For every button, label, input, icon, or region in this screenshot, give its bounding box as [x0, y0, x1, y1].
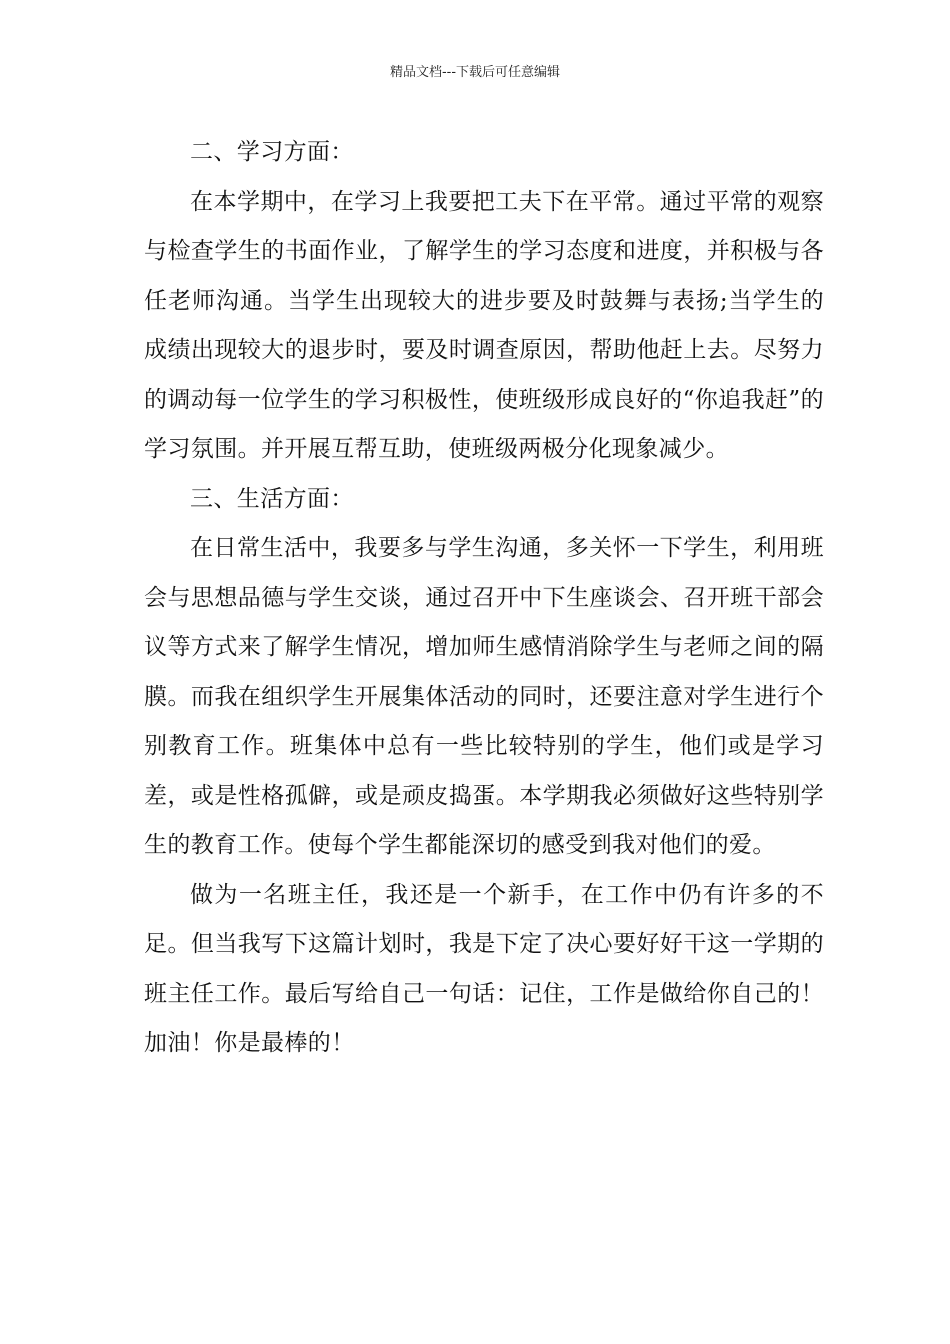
page-header: 精品文档---下载后可任意编辑	[389, 65, 561, 80]
document-body	[144, 128, 824, 1069]
paragraph-closing: 做为一名班主任，我还是一个新手，在工作中仍有许多的不足。但当我写下这篇计划时，我是下定了决心要好好干这一学期的班主任工作。最后写给自己一句话：记住，工作是做给你自己的！加油！你是最棒的！	[144, 881, 824, 1056]
section-heading-life: 三、生活方面：	[190, 485, 354, 512]
paragraph-study: 在本学期中，在学习上我要把工夫下在平常。通过平常的观察与检查学生的书面作业，了解学生的学习态度和进度，并积极与各任老师沟通。当学生出现较大的进步要及时鼓舞与表扬;当学生的成绩出现较大的退步时，要及时调查原因，帮助他赶上去。尽努力的调动每一位学生的学习积极性，使班级形成良好的“你追我赶”的学习氛围。并开展互帮互助，使班级两极分化现象减少。	[144, 188, 824, 462]
paragraph-life: 在日常生活中，我要多与学生沟通，多关怀一下学生，利用班会与思想品德与学生交谈，通过召开中下生座谈会、召开班干部会议等方式来了解学生情况，增加师生感情消除学生与老师之间的隔膜。而我在组织学生开展集体活动的同时，还要注意对学生进行个别教育工作。班集体中总有一些比较特别的学生，他们或是学习差，或是性格孤僻，或是顽皮捣蛋。本学期我必须做好这些特别学生的教育工作。使每个学生都能深切的感受到我对他们的爱。	[144, 535, 824, 858]
section-heading-study: 二、学习方面：	[190, 139, 354, 165]
